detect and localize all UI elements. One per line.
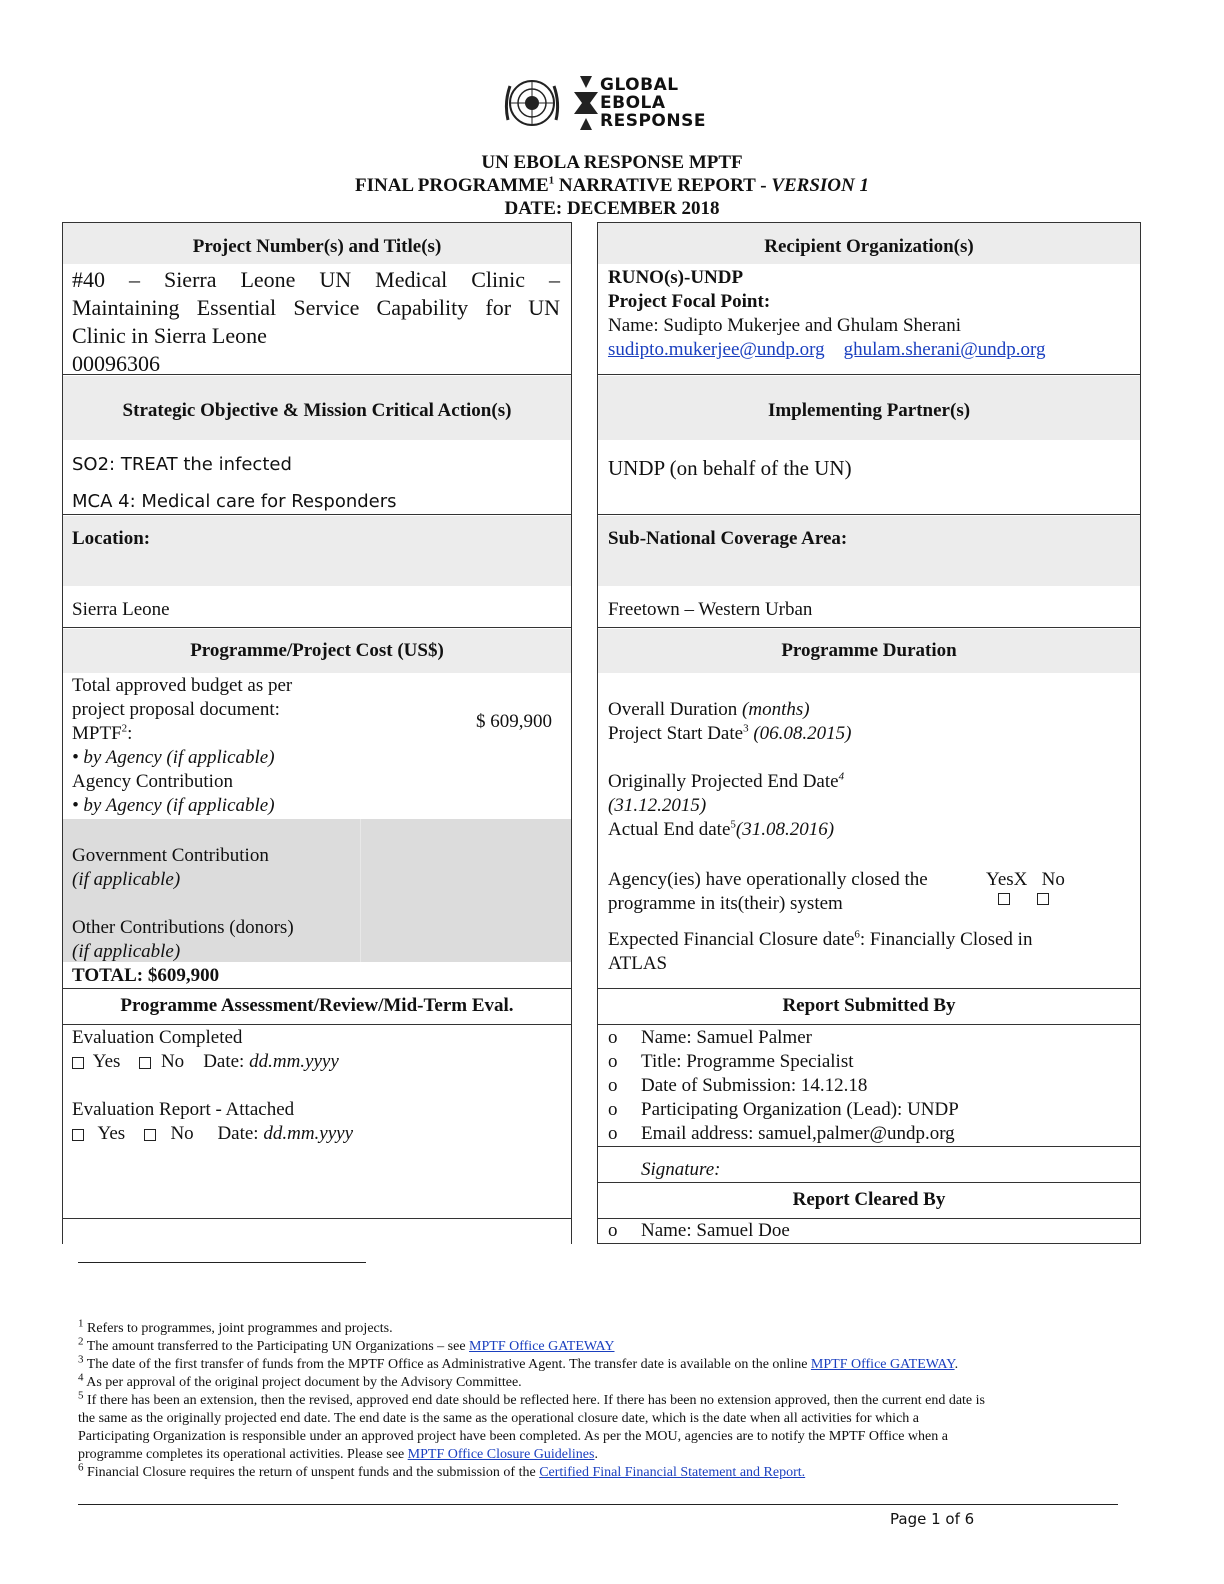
- email-link-ghulam[interactable]: ghulam.sherani@undp.org: [843, 339, 1046, 360]
- footer-rule: [78, 1504, 1118, 1505]
- duration-heading: Programme Duration: [781, 640, 957, 661]
- partner-heading: Implementing Partner(s): [767, 400, 971, 421]
- cost-amount: $ 609,900: [476, 711, 552, 732]
- eval-report-no-checkbox[interactable]: [144, 1129, 156, 1141]
- eval-report-label: Evaluation Report - Attached: [72, 1099, 295, 1120]
- cost-heading: Programme/Project Cost (US$): [190, 640, 444, 661]
- closure-yes-no: YesX No: [986, 869, 1065, 890]
- logo-text-ebola: EBOLA: [600, 93, 666, 113]
- logo-text-global: GLOBAL: [600, 75, 679, 95]
- logo-text: [600, 76, 706, 130]
- project-number: 00096306: [72, 351, 160, 376]
- gateway-link-2[interactable]: MPTF Office GATEWAY: [810, 1357, 955, 1372]
- strategic-heading: Strategic Objective & Mission Critical Action(s): [122, 400, 512, 421]
- closure-yes-checkbox[interactable]: [998, 893, 1010, 905]
- list-item: o Title: Programme Specialist: [608, 1051, 854, 1072]
- strategic-mca: MCA 4: Medical care for Responders: [72, 491, 397, 512]
- location-heading: Location:: [72, 528, 151, 549]
- signature-label: Signature:: [641, 1159, 721, 1180]
- eval-completed-label: Evaluation Completed: [72, 1027, 243, 1048]
- project-title: #40 – Sierra Leone UN Medical Clinic – Maintaining Essential Service Capability for UN Clinic in Sierra Leone 00096306: [72, 267, 560, 376]
- eval-report-options: Yes No Date: dd.mm.yyyy: [72, 1122, 353, 1146]
- report-header: [0, 151, 1224, 220]
- page-number: Page 1 of 6: [890, 1510, 975, 1528]
- gateway-link-1[interactable]: MPTF Office GATEWAY: [469, 1339, 615, 1354]
- assessment-heading: Programme Assessment/Review/Mid-Term Eval.: [120, 995, 514, 1016]
- coverage-value: Freetown – Western Urban: [608, 599, 813, 620]
- logo-text-response: RESPONSE: [600, 111, 706, 131]
- other-contribution: Other Contributions (donors) (if applicable): [72, 917, 294, 962]
- partner-value: UNDP (on behalf of the UN): [608, 456, 852, 480]
- gov-contribution: Government Contribution (if applicable): [72, 845, 269, 890]
- eval-completed-yes-checkbox[interactable]: [72, 1057, 84, 1069]
- submitted-heading: Report Submitted By: [782, 995, 956, 1016]
- eval-report-yes-checkbox[interactable]: [72, 1129, 84, 1141]
- submitted-list: [608, 1026, 959, 1146]
- footnote-separator: [78, 1262, 366, 1263]
- header-line3: DATE: DECEMBER 2018: [504, 198, 720, 219]
- list-item: o Participating Organization (Lead): UNDP: [608, 1099, 959, 1120]
- closure-no-checkbox[interactable]: [1037, 893, 1049, 905]
- eval-completed-options: Yes No Date: dd.mm.yyyy: [72, 1050, 339, 1074]
- location-value: Sierra Leone: [72, 599, 170, 620]
- cost-details: Total approved budget as per project proposal document: MPTF$^2$: • by Agency (if applicable) Agency Contribution • by Agency (if applicable): [72, 675, 293, 816]
- cost-total: TOTAL: $609,900: [72, 965, 220, 986]
- email-link-sudipto[interactable]: sudipto.mukerjee@undp.org: [608, 339, 825, 360]
- recipient-details: RUNO(s)-UNDP Project Focal Point: Name: Sudipto Mukerjee and Ghulam Sherani sudipto.mukerjee@undp.org ghulam.sherani@undp.org: [608, 267, 1046, 360]
- certified-statement-link[interactable]: Certified Final Financial Statement and Report.: [539, 1465, 806, 1480]
- strategic-so: SO2: TREAT the infected: [72, 454, 292, 475]
- cleared-heading: Report Cleared By: [792, 1189, 946, 1210]
- list-item: o Email address: samuel,palmer@undp.org: [608, 1123, 955, 1144]
- header-line2: FINAL PROGRAMME$^1$ NARRATIVE REPORT - VERSION 1: [354, 174, 869, 196]
- footnotes: $^1$ Refers to programmes, joint programmes and projects. $^2$ The amount transferred to the Participating UN Organizations – see MPTF Office GATEWAY $^3$ The date of the first transfer of funds from the MPTF Office as Administrative Agent. The transfer date is available on the online MPTF Office GATEWAY. $^4$ As per approval of the original project document by the Advisory Committee. $^5$ If there has been an extension, then the revised, approved end date should be reflected here. If there has been no extension approved, then the current end date is the same as the originally projected end date. The end date is the same as the operational closure date, which is the date when all activities for which a Participating Organization is responsible under an approved project have been completed. As per the MOU, agencies are to notify the MPTF Office when a programme completes its operational activities. Please see MPTF Office Closure Guidelines. $^6$ Financial Closure requires the return of unspent funds and the submission of the Certified Final Financial Statement and Report.: [78, 1317, 985, 1480]
- closure-guidelines-link[interactable]: MPTF Office Closure Guidelines: [407, 1447, 595, 1462]
- list-item: o Date of Submission: 14.12.18: [608, 1075, 868, 1096]
- operational-closure: Agency(ies) have operationally closed the programme in its(their) system: [608, 869, 928, 914]
- header-line1: UN EBOLA RESPONSE MPTF: [481, 152, 743, 173]
- financial-closure: Expected Financial Closure date$^6$: Financially Closed in ATLAS: [608, 928, 1033, 974]
- recipient-heading: Recipient Organization(s): [764, 236, 974, 257]
- list-item: o Name: Samuel Palmer: [608, 1027, 812, 1048]
- project-heading: Project Number(s) and Title(s): [192, 236, 442, 257]
- eval-completed-no-checkbox[interactable]: [139, 1057, 151, 1069]
- cleared-name: o Name: Samuel Doe: [608, 1220, 790, 1241]
- duration-details: Overall Duration (months) Project Start Date$^3$ (06.08.2015) Originally Projected End Date$^4$ (31.12.2015) Actual End date$^5$(31.08.2016): [608, 699, 852, 840]
- coverage-heading: Sub-National Coverage Area:: [608, 528, 848, 549]
